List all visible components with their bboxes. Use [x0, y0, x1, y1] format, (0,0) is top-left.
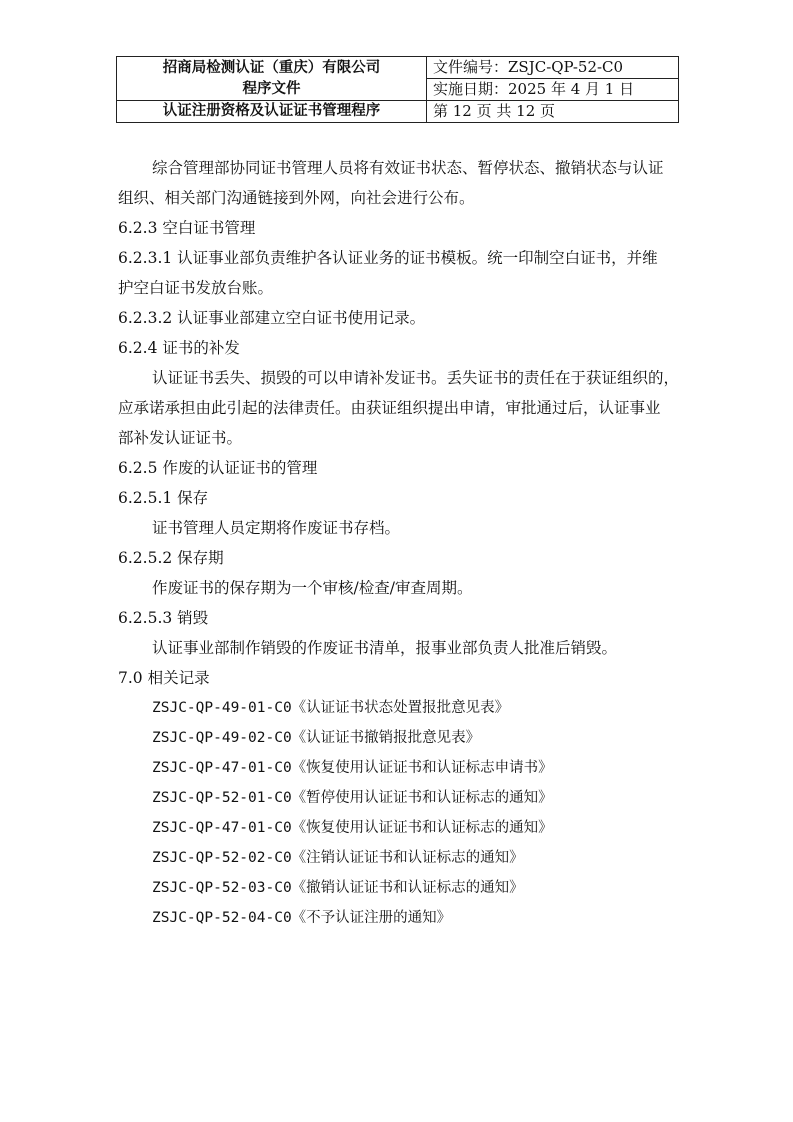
- section-heading-6-2-4: 6.2.4 证书的补发: [118, 339, 240, 357]
- record-item: ZSJC-QP-47-01-C0《恢复使用认证证书和认证标志申请书》: [152, 760, 553, 776]
- section-6-2-3-2: 6.2.3.2 认证事业部建立空白证书使用记录。: [118, 309, 426, 327]
- header-company-cell: [117, 57, 427, 101]
- section-heading-6-2-3: 6.2.3 空白证书管理: [118, 219, 256, 237]
- record-item: ZSJC-QP-49-01-C0《认证证书状态处置报批意见表》: [152, 700, 510, 716]
- section-heading-7-0: 7.0 相关记录: [118, 669, 210, 687]
- section-6-2-4-line: 认证证书丢失、损毁的可以申请补发证书。丢失证书的责任在于获证组织的，: [152, 369, 680, 387]
- document-body: [118, 158, 683, 938]
- effective-date: 实施日期：2025 年 4 月 1 日: [427, 79, 679, 101]
- record-item: ZSJC-QP-52-01-C0《暂停使用认证证书和认证标志的通知》: [152, 790, 553, 806]
- document-type: 程序文件: [242, 80, 301, 97]
- page-info: 第 12 页 共 12 页: [427, 101, 679, 123]
- document-header-table: [116, 56, 679, 123]
- section-heading-6-2-5-2: 6.2.5.2 保存期: [118, 549, 224, 567]
- section-6-2-5-1-text: 证书管理人员定期将作废证书存档。: [152, 519, 401, 537]
- section-6-2-5-3-text: 认证事业部制作销毁的作废证书清单，报事业部负责人批准后销毁。: [152, 639, 618, 657]
- section-heading-6-2-5-1: 6.2.5.1 保存: [118, 489, 209, 507]
- record-item: ZSJC-QP-52-02-C0《注销认证证书和认证标志的通知》: [152, 850, 524, 866]
- section-6-2-3-1-line: 6.2.3.1 认证事业部负责维护各认证业务的证书模板。统一印制空白证书，并维: [118, 249, 658, 267]
- paragraph-line: 综合管理部协同证书管理人员将有效证书状态、暂停状态、撤销状态与认证: [152, 159, 664, 177]
- section-heading-6-2-5: 6.2.5 作废的认证证书的管理: [118, 459, 318, 477]
- section-6-2-3-1-line: 护空白证书发放台账。: [118, 279, 274, 297]
- record-item: ZSJC-QP-49-02-C0《认证证书撤销报批意见表》: [152, 730, 481, 746]
- procedure-title: 认证注册资格及认证证书管理程序: [117, 101, 427, 123]
- section-heading-6-2-5-3: 6.2.5.3 销毁: [118, 609, 209, 627]
- company-name: 招商局检测认证（重庆）有限公司: [162, 59, 381, 76]
- document-number: 文件编号：ZSJC-QP-52-C0: [427, 57, 679, 79]
- record-item: ZSJC-QP-47-01-C0《恢复使用认证证书和认证标志的通知》: [152, 820, 553, 836]
- section-6-2-4-line: 应承诺承担由此引起的法律责任。由获证组织提出申请，审批通过后，认证事业: [118, 399, 661, 417]
- section-6-2-4-line: 部补发认证证书。: [118, 429, 243, 447]
- record-item: ZSJC-QP-52-04-C0《不予认证注册的通知》: [152, 910, 452, 926]
- record-item: ZSJC-QP-52-03-C0《撤销认证证书和认证标志的通知》: [152, 880, 524, 896]
- paragraph-line: 组织、相关部门沟通链接到外网，向社会进行公布。: [118, 189, 475, 207]
- section-6-2-5-2-text: 作废证书的保存期为一个审核/检查/审查周期。: [152, 579, 473, 597]
